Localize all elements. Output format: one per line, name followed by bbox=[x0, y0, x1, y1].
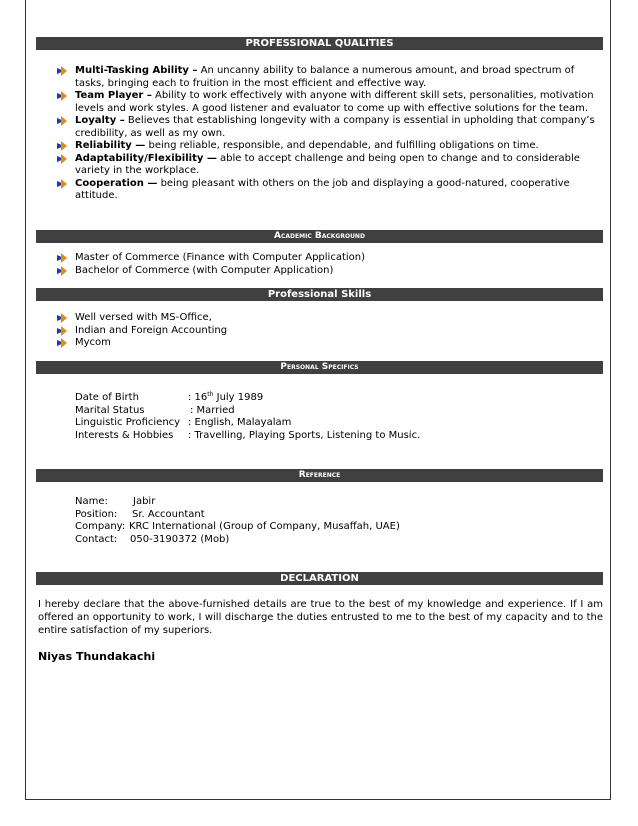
ref-name-value: Jabir bbox=[133, 496, 156, 507]
interests-value: : Travelling, Playing Sports, Listening to Music. bbox=[188, 429, 421, 441]
skills-list bbox=[56, 312, 596, 350]
list-item bbox=[56, 312, 596, 325]
ref-name-label: Name: bbox=[75, 496, 108, 507]
quality-text: Believes that establishing longevity with a company is essential in upholding that company’s credibility, as well as my own. bbox=[75, 115, 595, 139]
interests-row bbox=[75, 430, 495, 443]
list-item bbox=[56, 252, 596, 265]
skill-text: Indian and Foreign Accounting bbox=[75, 324, 228, 336]
bullet-arrow-icon bbox=[56, 253, 68, 263]
quality-text: being pleasant with others on the job and displaying a good-natured, cooperative attitude. bbox=[75, 177, 570, 201]
bullet-arrow-icon bbox=[56, 154, 68, 164]
reference-heading: Reference bbox=[36, 469, 603, 482]
bullet-arrow-icon bbox=[56, 116, 68, 126]
bullet-arrow-icon bbox=[56, 326, 68, 336]
qualities-list bbox=[56, 65, 596, 203]
qualities-heading: PROFESSIONAL QUALITIES bbox=[36, 37, 603, 50]
marital-label: Marital Status bbox=[75, 404, 145, 416]
ref-contact-row bbox=[75, 534, 495, 547]
bullet-arrow-icon bbox=[56, 313, 68, 323]
degree-text: Master of Commerce (Finance with Computer Application) bbox=[75, 252, 365, 263]
declaration-text: I hereby declare that the above-furnished details are true to the best of my knowledge and experience. If I am offered an opportunity to work, I will discharge the duties entrusted to me to the best of my capacity and to the entire satisfaction of my superiors. bbox=[38, 599, 603, 636]
bullet-arrow-icon bbox=[56, 91, 68, 101]
quality-title: Team Player – bbox=[75, 90, 152, 101]
bullet-arrow-icon bbox=[56, 66, 68, 76]
ref-name-row bbox=[75, 496, 495, 509]
ref-company-row bbox=[75, 521, 495, 534]
dob-row bbox=[75, 392, 495, 405]
ref-position-value: Sr. Accountant bbox=[132, 508, 205, 520]
linguistic-label: Linguistic Proficiency bbox=[75, 417, 181, 428]
quality-title: Loyalty – bbox=[75, 115, 125, 126]
list-item bbox=[56, 337, 596, 350]
quality-title: Multi-Tasking Ability – bbox=[75, 65, 198, 76]
skill-text: Mycom bbox=[75, 337, 111, 348]
ref-position-label: Position: bbox=[75, 508, 118, 520]
quality-text: Ability to work effectively with anyone with different skill sets, personalities, motivation levels and work styles. A good listener and evaluator to come up with effective solutions for the team. bbox=[75, 90, 594, 114]
linguistic-row bbox=[75, 417, 495, 430]
personal-details bbox=[75, 392, 495, 442]
linguistic-value: : English, Malayalam bbox=[188, 417, 292, 428]
declaration-heading: DECLARATION bbox=[36, 572, 603, 585]
list-item bbox=[56, 65, 596, 90]
dob-value: : 16th July 1989 bbox=[188, 391, 264, 403]
academic-heading: Academic Background bbox=[36, 230, 603, 243]
interests-label: Interests & Hobbies bbox=[75, 429, 174, 441]
ref-company-value: KRC International (Group of Company, Musaffah, UAE) bbox=[129, 521, 400, 532]
reference-details bbox=[75, 496, 495, 546]
dob-label: Date of Birth bbox=[75, 392, 139, 403]
quality-title: Reliability — bbox=[75, 140, 146, 151]
ref-contact-value: 050-3190372 (Mob) bbox=[130, 533, 230, 545]
bullet-arrow-icon bbox=[56, 179, 68, 189]
list-item bbox=[56, 140, 596, 153]
marital-row bbox=[75, 405, 495, 418]
ref-contact-label: Contact: bbox=[75, 533, 118, 545]
list-item bbox=[56, 265, 596, 278]
list-item bbox=[56, 325, 596, 338]
ref-company-label: Company: bbox=[75, 521, 126, 532]
bullet-arrow-icon bbox=[56, 266, 68, 276]
signatory-name: Niyas Thundakachi bbox=[38, 650, 156, 663]
list-item bbox=[56, 153, 596, 178]
skill-text: Well versed with MS-Office, bbox=[75, 312, 212, 323]
quality-title: Cooperation — bbox=[75, 177, 158, 189]
quality-text: An uncanny ability to balance a numerous amount, and broad spectrum of tasks, bringing each to fruition in the most efficient and effective way. bbox=[75, 65, 575, 89]
ref-position-row bbox=[75, 509, 495, 522]
list-item bbox=[56, 90, 596, 115]
quality-text: able to accept challenge and being open to change and to considerable variety in the workplace. bbox=[75, 152, 580, 176]
marital-value: : Married bbox=[190, 404, 235, 416]
list-item bbox=[56, 115, 596, 140]
skills-heading: Professional Skills bbox=[36, 288, 603, 301]
quality-text: being reliable, responsible, and dependable, and fulfilling obligations on time. bbox=[145, 140, 539, 151]
bullet-arrow-icon bbox=[56, 338, 68, 348]
degree-text: Bachelor of Commerce (with Computer Application) bbox=[75, 264, 334, 276]
personal-heading: Personal Specifics bbox=[36, 361, 603, 374]
bullet-arrow-icon bbox=[56, 141, 68, 151]
academic-list bbox=[56, 252, 596, 277]
quality-title: Adaptability/Flexibility — bbox=[75, 152, 217, 164]
list-item bbox=[56, 178, 596, 203]
